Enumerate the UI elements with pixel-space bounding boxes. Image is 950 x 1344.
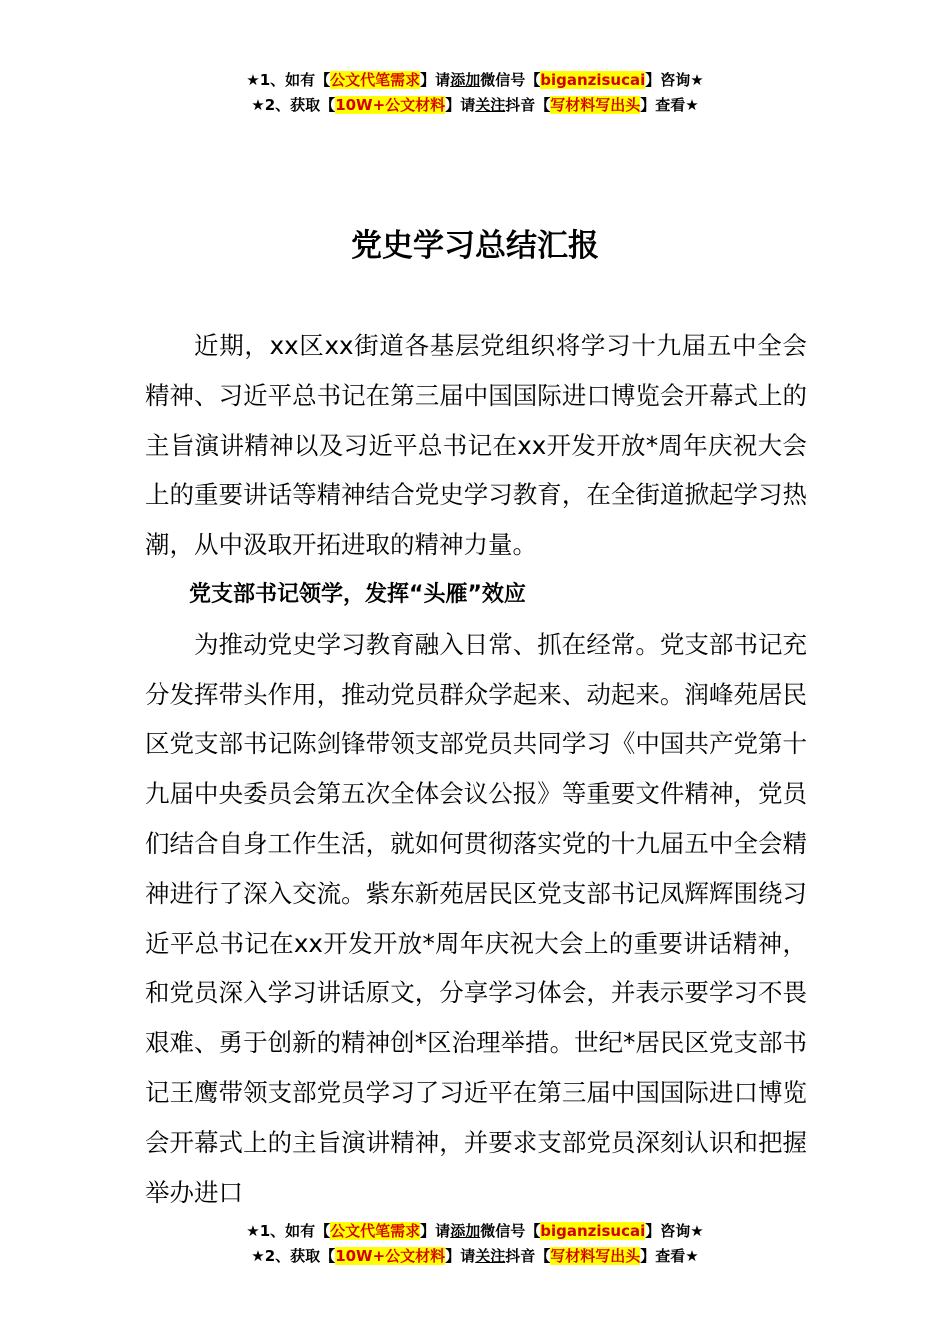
promo-highlight-service: 公文代笔需求	[330, 1222, 421, 1240]
document-body	[145, 321, 807, 1217]
promo-underlined-word: 添加	[450, 71, 481, 89]
promo-line-1	[0, 1219, 950, 1244]
promo-text: 抖音【	[505, 1247, 551, 1265]
promo-highlight-materials: 10W+公文材料	[335, 96, 446, 114]
promo-text: 微信号【	[480, 71, 541, 89]
promo-text: 】请	[445, 96, 476, 114]
top-promo-banner	[0, 68, 950, 118]
document-title: 党史学习总结汇报	[351, 228, 599, 264]
promo-underlined-word: 添加	[450, 1222, 481, 1240]
promo-text: 】查看★	[640, 96, 699, 114]
body-paragraph-intro: 近期，xx区xx街道各基层党组织将学习十九届五中全会精神、习近平总书记在第三届中国国际进口博览会开幕式上的主旨演讲精神以及习近平总书记在xx开发开放*周年庆祝大会上的重要讲话等精神结合党史学习教育，在全街道掀起学习热潮，从中汲取开拓进取的精神力量。	[145, 331, 807, 560]
promo-text: 抖音【	[505, 96, 551, 114]
promo-text: ★2、获取【	[251, 96, 336, 114]
section-heading: 党支部书记领学，发挥“头雁”效应	[189, 581, 526, 607]
promo-text: 微信号【	[480, 1222, 541, 1240]
promo-underlined-word: 关注	[475, 96, 506, 114]
promo-text: 】请	[420, 71, 451, 89]
promo-text: ★1、如有【	[246, 71, 331, 89]
promo-highlight-douyin-account: 写材料写出头	[550, 1247, 641, 1265]
promo-text: 】咨询★	[645, 71, 704, 89]
promo-text: ★1、如有【	[246, 1222, 331, 1240]
promo-highlight-service: 公文代笔需求	[330, 71, 421, 89]
promo-highlight-wechat-id: biganzisucai	[540, 1222, 646, 1240]
body-paragraph-section: 为推动党史学习教育融入日常、抓在经常。党支部书记充分发挥带头作用，推动党员群众学起来、动起来。润峰苑居民区党支部书记陈剑锋带领支部党员共同学习《中国共产党第十九届中央委员会第五次全体会议公报》等重要文件精神，党员们结合自身工作生活，就如何贯彻落实党的十九届五中全会精神进行了深入交流。紫东新苑居民区党支部书记凤辉辉围绕习近平总书记在xx开发开放*周年庆祝大会上的重要讲话精神，和党员深入学习讲话原文，分享学习体会，并表示要学习不畏艰难、勇于创新的精神创*区治理举措。世纪*居民区党支部书记王鹰带领支部党员学习了习近平在第三届中国国际进口博览会开幕式上的主旨演讲精神，并要求支部党员深刻认识和把握举办进口	[145, 629, 807, 1207]
promo-text: 】请	[445, 1247, 476, 1265]
promo-line-1	[0, 68, 950, 93]
promo-text: 】咨询★	[645, 1222, 704, 1240]
promo-text: 】请	[420, 1222, 451, 1240]
promo-line-2	[0, 1244, 950, 1269]
promo-text: ★2、获取【	[251, 1247, 336, 1265]
promo-text: 】查看★	[640, 1247, 699, 1265]
promo-line-2	[0, 93, 950, 118]
promo-underlined-word: 关注	[475, 1247, 506, 1265]
promo-highlight-douyin-account: 写材料写出头	[550, 96, 641, 114]
bottom-promo-banner	[0, 1219, 950, 1269]
promo-highlight-materials: 10W+公文材料	[335, 1247, 446, 1265]
promo-highlight-wechat-id: biganzisucai	[540, 71, 646, 89]
